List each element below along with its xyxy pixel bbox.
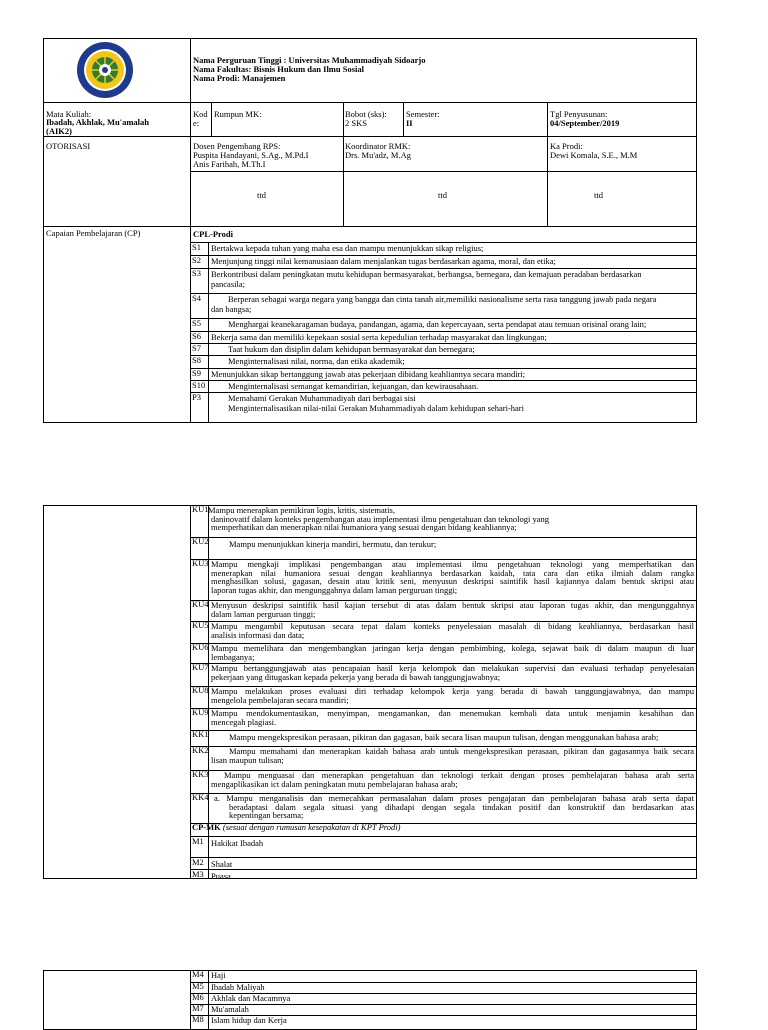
row-divider bbox=[190, 293, 697, 294]
code-label-cont: e: bbox=[193, 118, 200, 128]
ku-text-line: memperhatikan dan menerapkan nilai humaniora yang sesuai dengan bidang keahliannya; bbox=[211, 522, 517, 533]
row-divider bbox=[190, 537, 697, 538]
cpmk-text: Islam hidup dan Kerja bbox=[211, 1015, 287, 1025]
cpl-code: S8 bbox=[192, 355, 201, 365]
semester-label: Semester: bbox=[406, 109, 440, 119]
cp-label: Capaian Pembelajaran (CP) bbox=[46, 228, 141, 238]
ku-text-line: laporan tugas akhir, dan mengunggahnya dalam laman perguruan tinggi; bbox=[211, 584, 458, 595]
ku-code: KU8 bbox=[192, 685, 209, 695]
cpmk-code: M2 bbox=[192, 857, 204, 867]
cpmk-code: M6 bbox=[192, 992, 204, 1002]
logo-seal-icon bbox=[76, 41, 134, 99]
ku-text-line: pekerjaan yang ditugaskan kepada pekerja yang berada di bawah tanggungjawabnya; bbox=[211, 671, 501, 682]
cpl-text: Menginternalisasi semangat kemandirian, kejuangan, dan kewirausahaan. bbox=[228, 382, 479, 391]
ku-text-line: daninovatif dalam konteks pengembangan atau implementasi ilmu pengetahuan dan teknologi yang bbox=[211, 513, 550, 524]
cpmk-text: Shalat bbox=[211, 859, 233, 869]
signature-head: ttd bbox=[594, 190, 603, 200]
date-value: 04/September/2019 bbox=[550, 118, 620, 128]
credit-value: 2 SKS bbox=[345, 118, 367, 128]
cpl-code: S10 bbox=[192, 380, 206, 390]
cpl-code: S5 bbox=[192, 318, 201, 328]
ku-text-line: lisan maupun tulisan; bbox=[211, 754, 284, 765]
developer-label: Dosen Pengembang RPS: bbox=[193, 141, 281, 151]
ku-text-line: mengelola pembelajaran secara mandiri; bbox=[211, 694, 349, 705]
cpl-code: S2 bbox=[192, 255, 201, 265]
cpmk-code: M5 bbox=[192, 981, 204, 991]
coordinator-name: Drs. Mu'adz, M.Ag bbox=[345, 150, 411, 160]
row-divider bbox=[190, 836, 697, 837]
date-label: Tgl Penyusunan: bbox=[550, 109, 608, 119]
ku-code: KU1 bbox=[192, 504, 209, 514]
cpl-code: S7 bbox=[192, 343, 201, 353]
ku-text-line: analisis informasi dan data; bbox=[211, 629, 305, 640]
ku-text-line: Menyusun deskripsi saintifik hasil kajian tersebut di atas dalam bentuk skripsi atau laporan tugas akhir, dan mengunggahnya bbox=[211, 601, 694, 610]
ku-text-line: Mampu menunjukkan kinerja mandiri, bermutu, dan terukur; bbox=[229, 539, 437, 549]
cpmk-title bbox=[192, 823, 400, 833]
semester-value: II bbox=[406, 118, 413, 128]
course-name: Ibadah, Akhlak, Mu'amalah bbox=[46, 117, 149, 127]
developer-name-2: Anis Farihah, M.Th.I bbox=[193, 159, 266, 169]
cpl-text: Bertakwa kepada tuhan yang maha esa dan mampu menunjukkan sikap religius; bbox=[211, 244, 484, 253]
cpmk-text: Haji bbox=[211, 970, 226, 980]
ku-text-line: menghasilkan solusi, gagasan, desain atau kritik seni, menyusun deskripsi saintifik hasil kajiannya dalam bentuk skripsi atau bbox=[211, 577, 694, 587]
ku-code: KK2 bbox=[192, 745, 209, 755]
cpl-code: S9 bbox=[192, 368, 201, 378]
ku-text-line: menerapkan nilai humaniora sesuai dengan keahliannya berdasarkan kaidah, tata cara dan etika ilmiah dalam rangka bbox=[211, 568, 694, 578]
signature-developer: ttd bbox=[257, 190, 266, 200]
ku-text-line: Mampu mengekspresikan perasaan, pikiran dan gagasan, baik secara lisan maupun tulisan, dengan menggunakan bahasa arab; bbox=[229, 732, 659, 742]
cpl-text: Berperan sebagai warga negara yang bangga dan cinta tanah air,memiliki nasionalisme serta rasa tanggung jawab pada negara bbox=[228, 295, 657, 304]
cpmk-code: M1 bbox=[192, 836, 204, 846]
coordinator-label: Koordinator RMK: bbox=[345, 141, 411, 151]
ku-text-line: Mampu mengambil keputusan secara tepat dalam konteks penyelesaian masalah di bidang keahliannya, berdasarkan hasil bbox=[211, 622, 694, 631]
head-label: Ka Prodi: bbox=[550, 141, 583, 151]
cpl-text-cont: dan bangsa; bbox=[211, 304, 252, 314]
ku-code: KU5 bbox=[192, 620, 209, 630]
cpmk-text: Akhlak dan Macamnya bbox=[211, 993, 291, 1003]
cpmk-text: Hakikat Ibadah bbox=[211, 838, 264, 848]
ku-text-line: Mampu melakukan proses evaluasi diri terhadap kelompok kerja yang berada di bawah tanggungjawabnya, dan mampu bbox=[211, 687, 694, 696]
row-divider bbox=[190, 869, 697, 870]
row-divider bbox=[190, 268, 697, 269]
cpmk-note: (sesuai dengan rumusan kesepakatan di KPT Prodi) bbox=[220, 822, 401, 832]
head-name: Dewi Komala, S.E., M.M bbox=[550, 150, 638, 160]
credit-label: Bobot (sks): bbox=[345, 109, 387, 119]
cpmk-code: M4 bbox=[192, 969, 204, 979]
ku-text-line: a. Mampu menganalisis dan memecahkan permasalahan dalam proses pengajaran dan pembelajaran bahasa arab serta dapat bbox=[214, 794, 694, 803]
cpl-text: Menunjukkan sikap bertanggung jawab atas pekerjaan dibidang keahliannya secara mandiri; bbox=[211, 370, 526, 379]
rps-table-3 bbox=[43, 970, 697, 1030]
row-divider bbox=[190, 255, 697, 256]
cpl-text: Menginternalisasi nilai, norma, dan etika akademik; bbox=[228, 357, 405, 366]
cpl-text-cont: Menginternalisasikan nilai-nilai Gerakan Muhammadiyah dalam kehidupan sehari-hari bbox=[228, 403, 524, 413]
ku-code: KU2 bbox=[192, 536, 209, 546]
ku-text-line: Mampu mendokumentasikan, menyimpan, mengamankan, dan menemukan kembali data untuk menjamin kesahihan dan bbox=[211, 709, 694, 718]
row-divider bbox=[190, 392, 697, 393]
cpl-code: S6 bbox=[192, 331, 201, 341]
cpmk-text: Puasa bbox=[211, 871, 231, 881]
course-code-name: (AIK2) bbox=[46, 126, 72, 136]
cpl-title: CPL-Prodi bbox=[193, 229, 233, 239]
ku-code: KU7 bbox=[192, 662, 209, 672]
cpmk-code: M7 bbox=[192, 1003, 204, 1013]
ku-code: KU4 bbox=[192, 599, 209, 609]
institution-name: Nama Perguruan Tinggi : Universitas Muhammadiyah Sidoarjo bbox=[193, 55, 426, 65]
ku-text-line: Mampu memahami dan menerapkan kaidah bahasa arab untuk mengekspresikan perasaan, pikiran dan gagasannya baik secara bbox=[229, 747, 694, 756]
cpmk-code: M3 bbox=[192, 869, 204, 879]
program-name: Nama Prodi: Manajemen bbox=[193, 73, 286, 83]
cpl-text: Bekerja sama dan memiliki kepekaan sosial serta kepedulian terhadap masyarakat dan lingkungan; bbox=[211, 333, 547, 342]
row-divider bbox=[190, 355, 697, 356]
row-divider bbox=[190, 730, 697, 731]
ku-text-line: Mampu bertanggungjawab atas pencapaian hasil kerja kelompok dan melakukan supervisi dan evaluasi terhadap penyelesaian bbox=[211, 664, 694, 673]
developer-name-1: Puspita Handayani, S.Ag., M.Pd.I bbox=[193, 150, 309, 160]
row-divider bbox=[190, 982, 697, 983]
ku-text-line: beradaptasi dalam segala situasi yang dihadapi dengan segala tindakan positif dan konstruktif dan berdasarkan atas bbox=[229, 802, 694, 812]
cpl-text: Menjunjung tinggi nilai kemanusiaan dalam menjalankan tugas berdasarkan agama, moral, dan etika; bbox=[211, 257, 556, 266]
ku-text-line: kepentingan bersama; bbox=[229, 810, 304, 821]
signature-coordinator: ttd bbox=[438, 190, 447, 200]
cpl-code: P3 bbox=[192, 392, 201, 402]
code-label: Kod bbox=[193, 109, 208, 119]
ku-code: KU3 bbox=[192, 558, 209, 568]
cpl-text: Memahami Gerakan Muhammadiyah dari berbagai sisi bbox=[228, 394, 416, 403]
cpl-text-cont: pancasila; bbox=[211, 279, 245, 289]
ku-code: KU6 bbox=[192, 642, 209, 652]
row-divider bbox=[190, 857, 697, 858]
row-divider bbox=[190, 1004, 697, 1005]
authorization-label: OTORISASI bbox=[46, 141, 91, 151]
row-divider bbox=[190, 368, 697, 369]
ku-text-line: mencegah plagiasi. bbox=[211, 716, 277, 727]
ku-text-line: Mampu menerapkan pemikiran logis, kritis, sistematis, bbox=[208, 505, 395, 515]
cpl-code: S4 bbox=[192, 293, 201, 303]
university-logo bbox=[76, 41, 134, 99]
cpl-code: S1 bbox=[192, 242, 201, 252]
cpl-text: Menghargai keanekaragaman budaya, pandangan, agama, dan kepercayaan, serta pendapat atau temuan orisinal orang lain; bbox=[228, 320, 647, 329]
cpmk-code: M8 bbox=[192, 1014, 204, 1024]
row-divider bbox=[190, 331, 697, 332]
ku-code: KK3 bbox=[192, 769, 209, 779]
cpmk-text: Mu'amalah bbox=[211, 1004, 249, 1014]
cpmk-title-text: CP-MK bbox=[192, 822, 221, 832]
ku-text-line: Mampu mengkaji implikasi pengembangan atau implementasi ilmu pengetahuan teknologi yang memperhatikan dan bbox=[211, 560, 694, 569]
cluster-label: Rumpun MK: bbox=[214, 109, 262, 119]
ku-code: KK4 bbox=[192, 792, 209, 802]
ku-text-line: mengaplikasikan ict dalam peningkatan mutu pembelajaran bahasa arab; bbox=[211, 778, 458, 789]
ku-code: KK1 bbox=[192, 729, 209, 739]
row-divider bbox=[190, 380, 697, 381]
ku-text-line: dalam laman perguruan tinggi; bbox=[211, 608, 316, 619]
faculty-name: Nama Fakultas: Bisnis Hukum dan Ilmu Sosial bbox=[193, 64, 364, 74]
course-label: Mata Kuliah: bbox=[46, 109, 92, 119]
cpl-code: S3 bbox=[192, 268, 201, 278]
cpmk-text: Ibadah Maliyah bbox=[211, 982, 265, 992]
cpl-text: Berkontribusi dalam peningkatan mutu kehidupan bermasyarakat, berbangsa, bernegara, dan kemajuan peradaban berdasarkan bbox=[211, 270, 642, 279]
ku-text-line: lembaganya; bbox=[211, 651, 255, 662]
cpl-text: Taat hukum dan disiplin dalam kehidupan bermasyarakat dan bernegara; bbox=[228, 345, 475, 354]
row-divider bbox=[190, 343, 697, 344]
ku-text-line: Mampu memelihara dan mengembangkan jaringan kerja dengan pembimbing, kolega, sejawat baik di dalam maupun di luar bbox=[211, 644, 694, 653]
ku-text-line: Mampu menguasai dan menerapkan pengetahuan dan teknologi terkait dengan proses pembelajaran bahasa arab serta bbox=[224, 771, 694, 780]
ku-code: KU9 bbox=[192, 707, 209, 717]
row-divider bbox=[190, 318, 697, 319]
